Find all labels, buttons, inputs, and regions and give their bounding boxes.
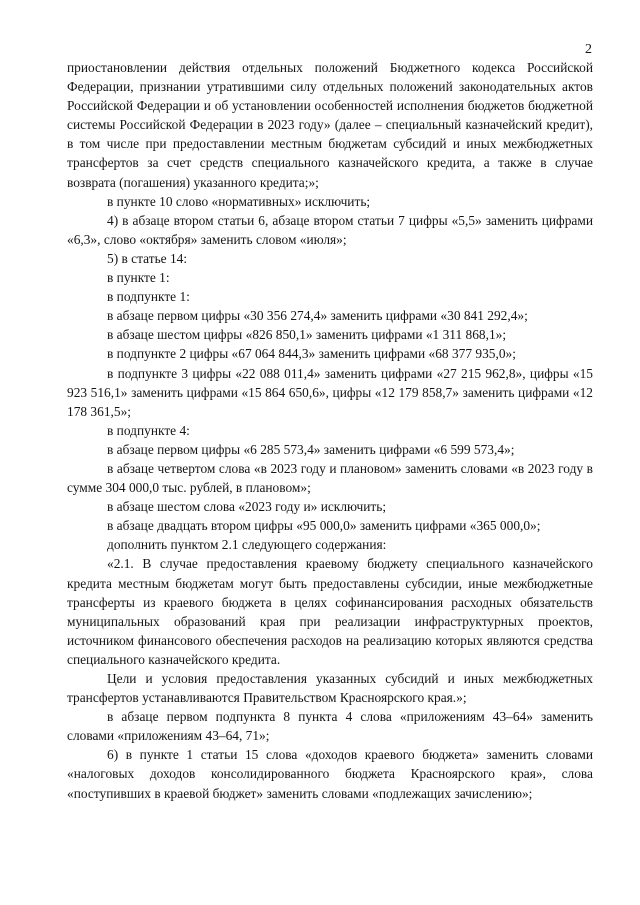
paragraph: 6) в пункте 1 статьи 15 слова «доходов краевого бюджета» заменить словами «налоговых доходов консолидированного бюджета Красноярского края», слова «поступивших в краевой бюджет» заменить словами «подлежащих зачислению»; <box>67 747 593 801</box>
document-body <box>67 58 593 803</box>
page-number: 2 <box>585 42 592 57</box>
paragraph: в абзаце первом подпункта 8 пункта 4 слова «приложениям 43–64» заменить словами «приложениям 43–64, 71»; <box>67 709 593 744</box>
paragraph: в абзаце шестом слова «2023 году и» исключить; <box>107 499 387 515</box>
paragraph: дополнить пунктом 2.1 следующего содержания: <box>107 537 387 553</box>
paragraph: приостановлении действия отдельных положений Бюджетного кодекса Российской Федерации, признании утратившими силу отдельных положений законодательных актов Российской Федерации и об установлении особенностей исполнения бюджетов бюджетной системы Российской Федерации в 2023 году» (далее – специальный казначейский кредит), в том числе при предоставлении местным бюджетам субсидий и иных межбюджетных трансфертов за счет средств специального казначейского кредита, а также в случае возврата (погашения) указанного кредита;»; <box>67 60 593 190</box>
paragraph: Цели и условия предоставления указанных субсидий и иных межбюджетных трансфертов устанавливаются Правительством Красноярского края.»; <box>67 671 593 706</box>
paragraph: «2.1. В случае предоставления краевому бюджету специального казначейского кредита местным бюджетам могут быть предоставлены субсидии, иные межбюджетные трансферты из краевого бюджета в целях софинансирования расходных обязательств муниципальных образований края при реализации инфраструктурных проектов, источником финансового обеспечения расходов на реализацию которых являются средства специального казначейского кредита. <box>67 556 593 667</box>
paragraph: в абзаце двадцать втором цифры «95 000,0» заменить цифрами «365 000,0»; <box>107 518 541 534</box>
paragraph: в пункте 10 слово «нормативных» исключить; <box>107 193 371 209</box>
paragraph: в подпункте 4: <box>107 422 190 438</box>
paragraph: в абзаце шестом цифры «826 850,1» заменить цифрами «1 311 868,1»; <box>107 327 507 343</box>
paragraph: в подпункте 1: <box>107 289 190 305</box>
paragraph: в пункте 1: <box>107 270 170 286</box>
paragraph: 5) в статье 14: <box>107 250 188 266</box>
paragraph: в абзаце первом цифры «30 356 274,4» заменить цифрами «30 841 292,4»; <box>107 308 528 324</box>
paragraph: в абзаце первом цифры «6 285 573,4» заменить цифрами «6 599 573,4»; <box>107 441 515 457</box>
paragraph: в подпункте 3 цифры «22 088 011,4» заменить цифрами «27 215 962,8», цифры «15 923 516,1» заменить цифрами «15 864 650,6», цифры «12 179 858,7» заменить цифрами «12 178 361,5»; <box>67 365 593 419</box>
paragraph: в абзаце четвертом слова «в 2023 году и плановом» заменить словами «в 2023 году в сумме 304 000,0 тыс. рублей, в плановом»; <box>67 460 593 496</box>
paragraph: 4) в абзаце втором статьи 6, абзаце втором статьи 7 цифры «5,5» заменить цифрами «6,3», слово «октября» заменить словом «июля»; <box>67 212 593 247</box>
paragraph: в подпункте 2 цифры «67 064 844,3» заменить цифрами «68 377 935,0»; <box>107 346 516 362</box>
